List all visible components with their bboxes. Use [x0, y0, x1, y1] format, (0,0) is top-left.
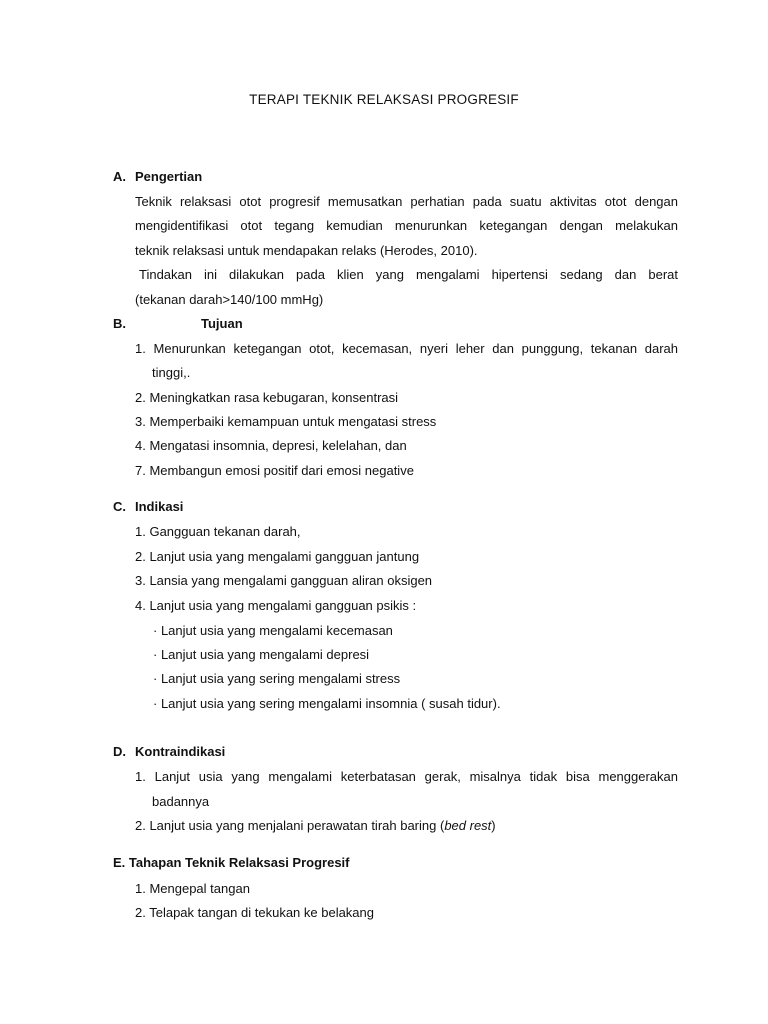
list-item: 3. Lansia yang mengalami gangguan aliran oksigen — [135, 573, 433, 588]
list-item-text: 2. Lanjut usia yang menjalani perawatan tirah baring ( — [135, 818, 445, 833]
section-a-title: Pengertian — [135, 169, 203, 184]
section-a-letter: A. — [113, 169, 126, 184]
list-item-continuation: badannya — [152, 794, 210, 809]
section-c-letter: C. — [113, 499, 126, 514]
list-item: 2. Telapak tangan di tekukan ke belakang — [135, 905, 374, 920]
list-item: 1. Gangguan tekanan darah, — [135, 524, 301, 539]
list-item: 1. Lanjut usia yang mengalami keterbatasan gerak, misalnya tidak bisa menggerakan — [135, 769, 678, 784]
list-item: 1. Menurunkan ketegangan otot, kecemasan, nyeri leher dan punggung, tekanan darah — [135, 341, 678, 356]
section-e-heading: E. Tahapan Teknik Relaksasi Progresif — [113, 855, 350, 870]
sub-list-item: · Lanjut usia yang sering mengalami insomnia ( susah tidur). — [153, 696, 501, 711]
list-item — [135, 817, 496, 835]
sub-list-item: · Lanjut usia yang mengalami kecemasan — [153, 623, 393, 638]
list-item: 4. Mengatasi insomnia, depresi, kelelahan, dan — [135, 438, 407, 453]
list-item: 3. Memperbaiki kemampuan untuk mengatasi stress — [135, 414, 437, 429]
section-c-heading — [113, 499, 183, 514]
sub-list-item: · Lanjut usia yang sering mengalami stress — [153, 671, 401, 686]
sub-list-item: · Lanjut usia yang mengalami depresi — [153, 647, 370, 662]
section-b-letter: B. — [113, 316, 126, 331]
section-d-letter: D. — [113, 744, 126, 759]
section-c-title: Indikasi — [135, 499, 184, 514]
list-item-italic-text: bed rest — [444, 818, 492, 833]
list-item: 2. Lanjut usia yang mengalami gangguan jantung — [135, 549, 420, 564]
paragraph-line: teknik relaksasi untuk mendapakan relaks (Herodes, 2010). — [135, 243, 478, 258]
list-item-text: ) — [491, 818, 496, 833]
list-item: 4. Lanjut usia yang mengalami gangguan psikis : — [135, 598, 417, 613]
section-a-heading — [113, 169, 202, 184]
paragraph-line: (tekanan darah>140/100 mmHg) — [135, 292, 324, 307]
list-item: 7. Membangun emosi positif dari emosi negative — [135, 463, 414, 478]
paragraph-line: Teknik relaksasi otot progresif memusatkan perhatian pada suatu aktivitas otot dengan — [135, 194, 678, 209]
paragraph-line: Tindakan ini dilakukan pada klien yang mengalami hipertensi sedang dan berat — [139, 267, 678, 282]
list-item-continuation: tinggi,. — [152, 365, 191, 380]
document-title: TERAPI TEKNIK RELAKSASI PROGRESIF — [249, 92, 519, 107]
section-b-title: Tujuan — [201, 316, 243, 331]
list-item: 2. Meningkatkan rasa kebugaran, konsentrasi — [135, 390, 399, 405]
list-item: 1. Mengepal tangan — [135, 881, 250, 896]
section-b-heading — [113, 316, 243, 331]
section-d-title: Kontraindikasi — [135, 744, 226, 759]
paragraph-line: mengidentifikasi otot tegang kemudian menurunkan ketegangan dengan melakukan — [135, 218, 678, 233]
section-d-heading — [113, 744, 225, 759]
